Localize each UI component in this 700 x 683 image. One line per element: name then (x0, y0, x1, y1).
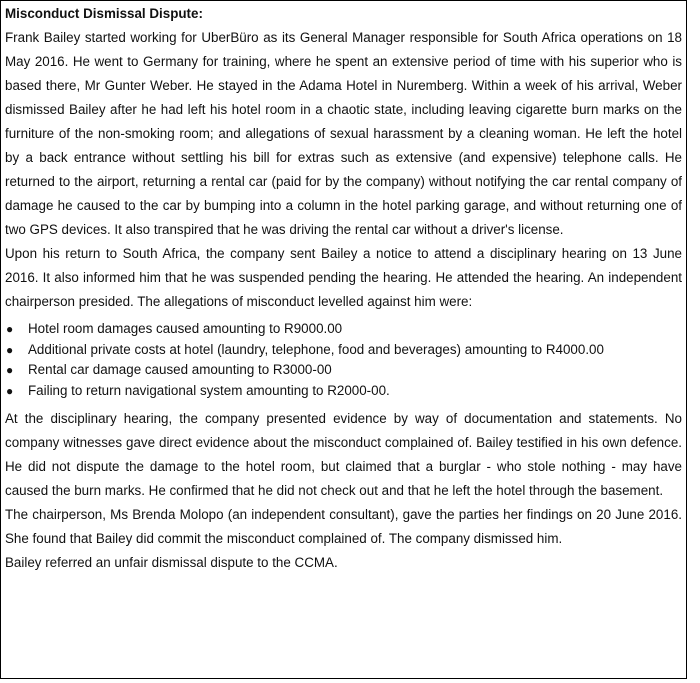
list-item (5, 360, 682, 381)
bullet-icon: ● (6, 383, 14, 398)
paragraph-chairperson-findings: The chairperson, Ms Brenda Molopo (an independent consultant), gave the parties her findings on 20 June 2016. She found that Bailey did commit the misconduct complained of. The company dismissed him. (5, 507, 682, 547)
paragraph-disciplinary-evidence: At the disciplinary hearing, the company presented evidence by way of documentation and statements. No company witnesses gave direct evidence about the misconduct complained of. Bailey testified in his own defence. He did not dispute the damage to the hotel room, but claimed that a burglar - who stole nothing - may have caused the burn marks. He confirmed that he did not check out and that he left the hotel through the basement. (5, 411, 682, 499)
paragraph-ccma-referral: Bailey referred an unfair dismissal dispute to the CCMA. (5, 555, 338, 571)
document-title: Misconduct Dismissal Dispute: (5, 6, 203, 21)
allegation-text: Hotel room damages caused amounting to R9000.00 (28, 321, 343, 336)
list-item (5, 319, 682, 340)
allegation-text: Failing to return navigational system amounting to R2000-00. (28, 382, 390, 398)
paragraph-hearing-notice: Upon his return to South Africa, the company sent Bailey a notice to attend a disciplinary hearing on 13 June 2016. It also informed him that he was suspended pending the hearing. He attended the hearing. An independent chairperson presided. The allegations of misconduct levelled against him were: (5, 246, 682, 309)
paragraph-background: Frank Bailey started working for UberBüro as its General Manager responsible for South Africa operations on 18 May 2016. He went to Germany for training, where he spent an extensive period of time with his superior who is based there, Mr Gunter Weber. He stayed in the Adama Hotel in Nuremberg. Within a week of his arrival, Weber dismissed Bailey after he had left his hotel room in a chaotic state, including leaving cigarette burn marks on the furniture of the non-smoking room; and allegations of sexual harassment by a cleaning woman. He left the hotel by a back entrance without settling his bill for extras such as extensive (and expensive) telephone calls. He returned to the airport, returning a rental car (paid for by the company) without notifying the car rental company of damage he caused to the car by bumping into a column in the hotel parking garage, and without returning one of two GPS devices. It also transpired that he was driving the rental car without a driver's license. (5, 30, 682, 237)
allegation-text: Rental car damage caused amounting to R3000-00 (28, 362, 332, 378)
allegations-list-wrapper (5, 314, 682, 407)
list-item (5, 381, 682, 402)
bullet-icon: ● (6, 322, 14, 336)
allegations-list (5, 319, 682, 401)
allegation-text: Additional private costs at hotel (laundry, telephone, food and beverages) amounting to R4000.00 (28, 341, 604, 357)
bullet-icon: ● (6, 363, 14, 378)
bullet-icon: ● (6, 342, 14, 357)
list-item (5, 340, 682, 361)
